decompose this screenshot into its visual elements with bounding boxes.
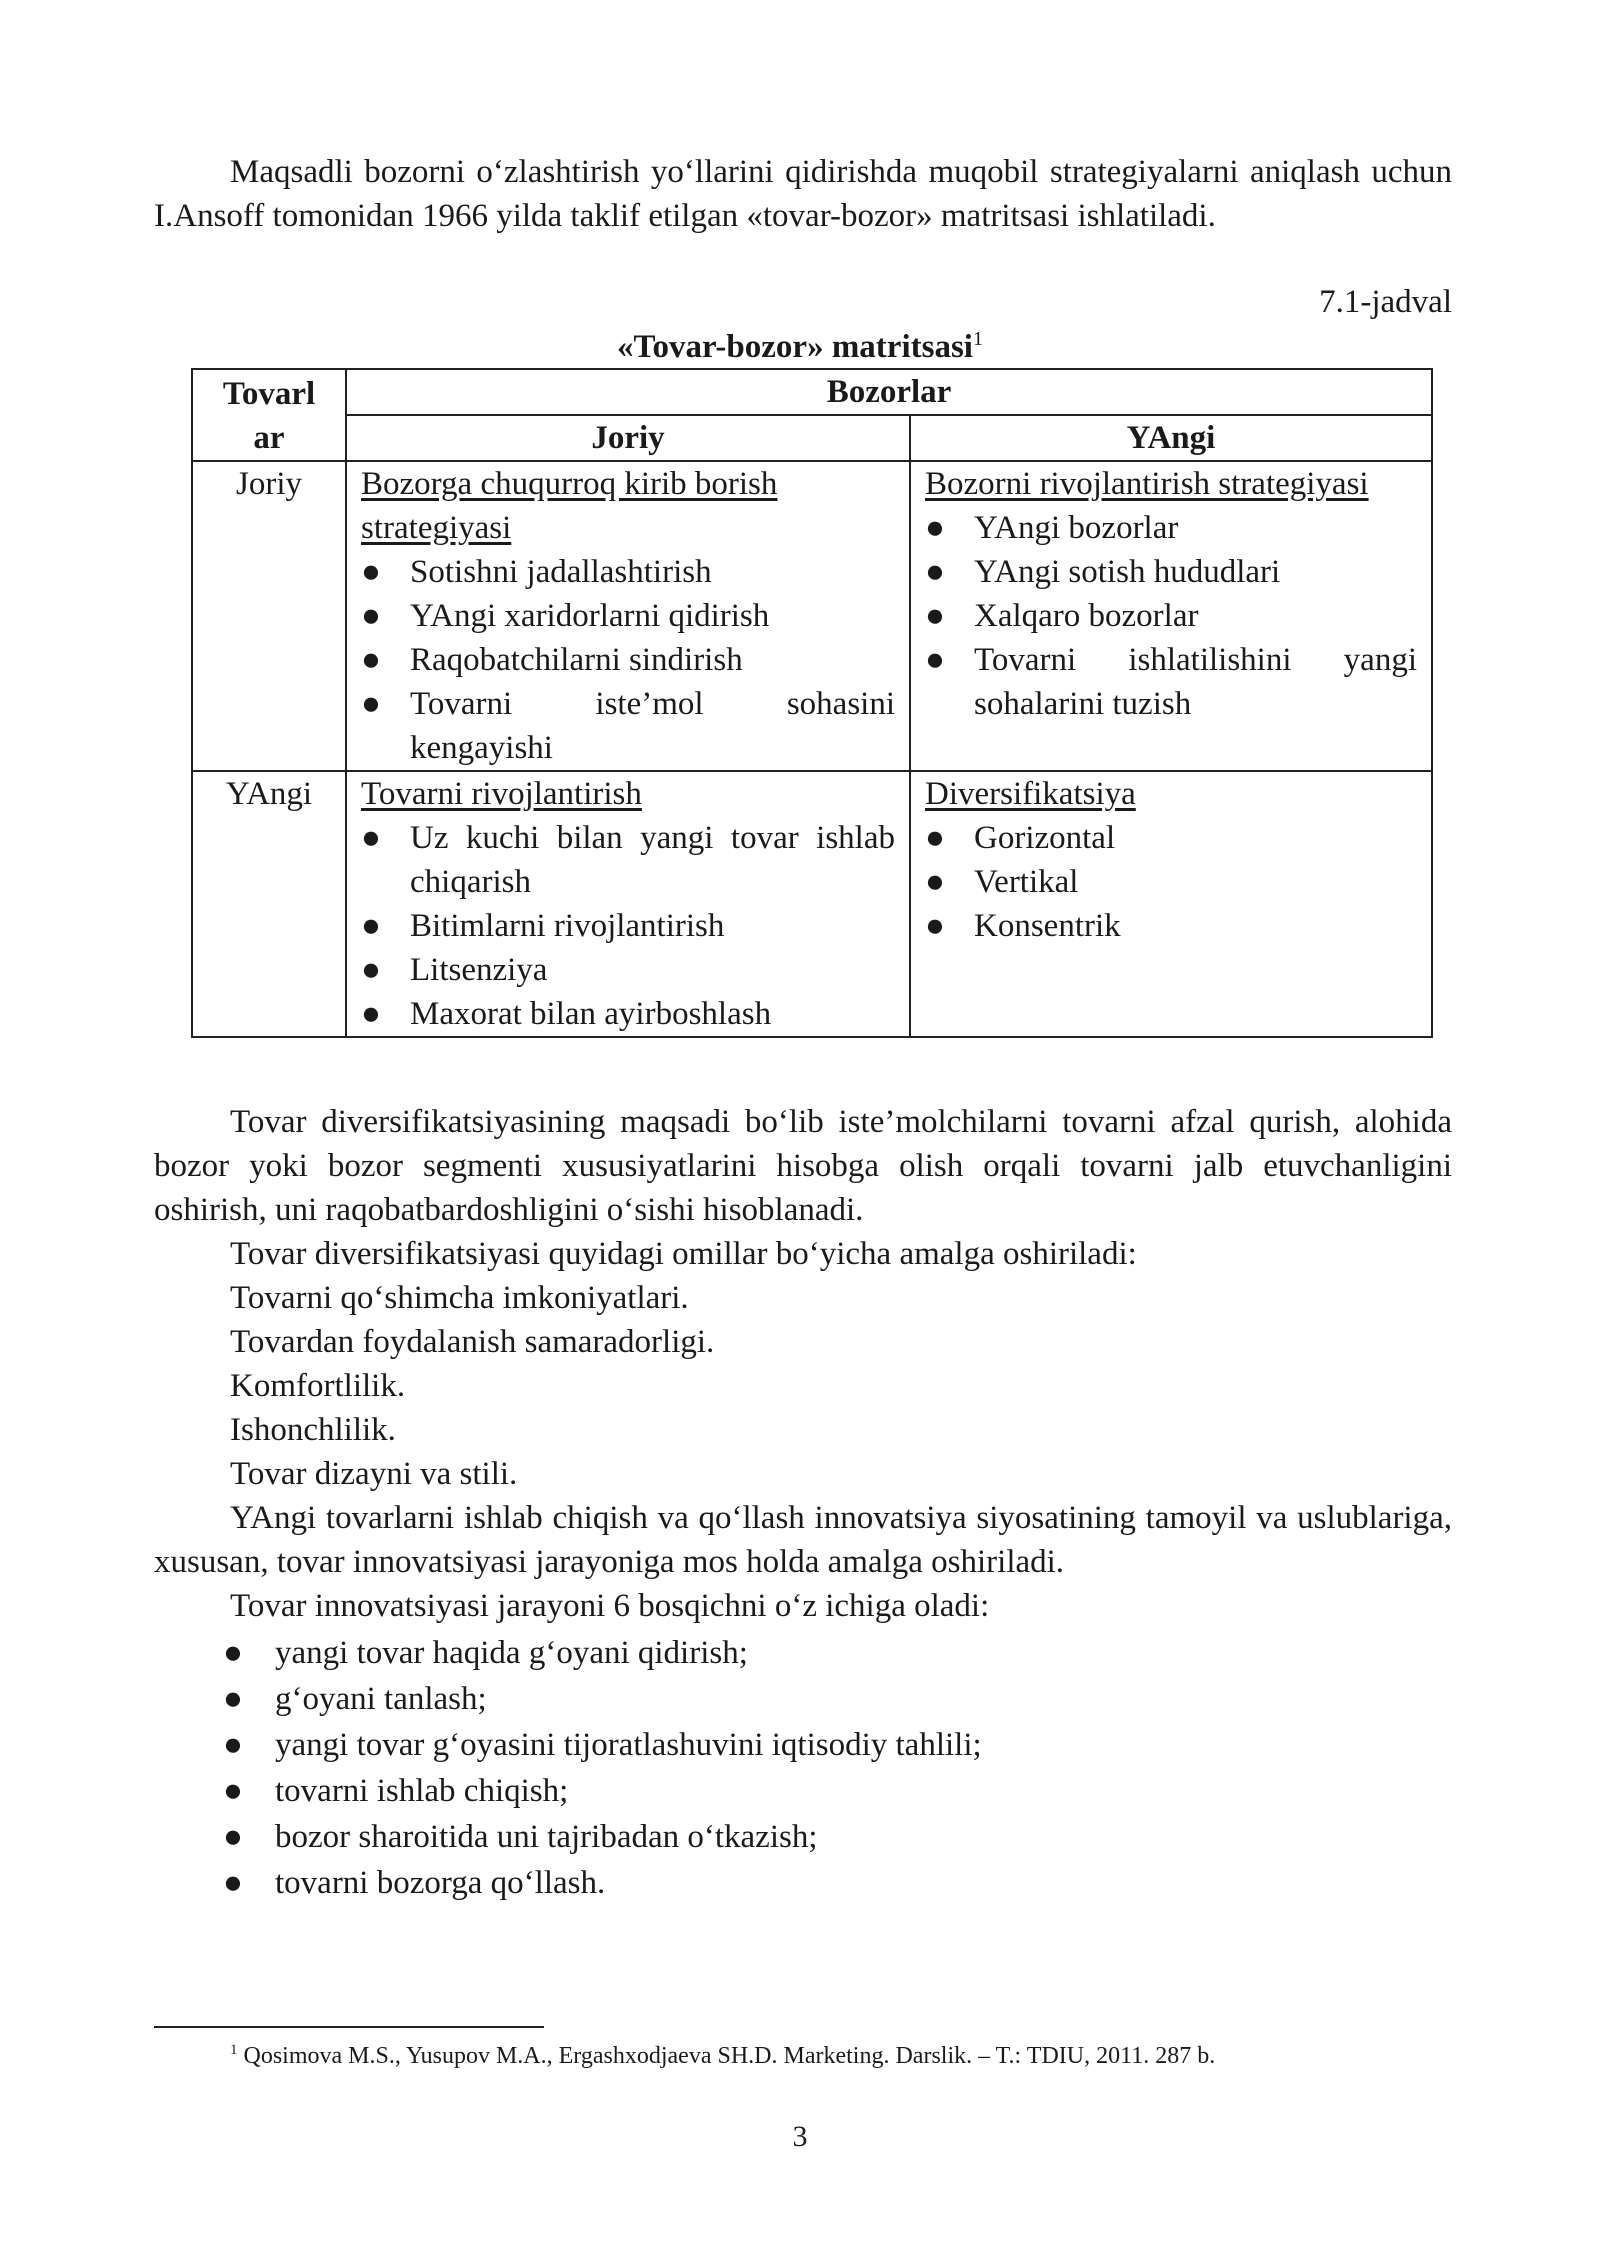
bullet-icon: ●	[361, 952, 381, 988]
cell-title: Diversifikatsiya	[925, 776, 1136, 812]
row-header-current: Joriy	[192, 461, 346, 771]
stage-item: ● g‘oyani tanlash;	[275, 1676, 487, 1722]
page-number: 3	[792, 2120, 808, 2153]
bullet-icon: ●	[925, 820, 945, 856]
list-item: ● Sotishni jadallashtirish	[361, 550, 895, 594]
bullet-icon: ●	[925, 642, 945, 678]
cell-current-new	[910, 461, 1432, 771]
list-item: ● Maxorat bilan ayirboshlash	[361, 992, 895, 1036]
list-item: ● YAngi bozorlar	[925, 506, 1417, 550]
list-item: ● Tovarni ishlatilishini yangi sohalarini tuzish	[925, 638, 1417, 726]
row-header-new: YAngi	[192, 771, 346, 1037]
factor-item: Ishonchlilik.	[230, 1412, 396, 1448]
cell-current-current	[346, 461, 910, 771]
stages-intro: Tovar innovatsiyasi jarayoni 6 bosqichni o‘z ichiga oladi:	[230, 1588, 990, 1624]
footnote-number: 1	[230, 2042, 238, 2058]
footnote-separator	[154, 2026, 544, 2028]
bullet-icon: ●	[223, 1681, 243, 1717]
factors-intro: Tovar diversifikatsiyasi quyidagi omillar bo‘yicha amalga oshiriladi:	[230, 1236, 1137, 1272]
cell-title: Bozorni rivojlantirish strategiyasi	[925, 466, 1369, 502]
markets-header: Bozorlar	[346, 369, 1432, 415]
bullet-icon: ●	[361, 598, 381, 634]
bullet-icon: ●	[223, 1635, 243, 1671]
bullet-icon: ●	[223, 1865, 243, 1901]
list-item: ● YAngi xaridorlarni qidirish	[361, 594, 895, 638]
stage-item: ● tovarni ishlab chiqish;	[275, 1768, 568, 1814]
table-caption	[0, 325, 1600, 369]
footnote	[230, 2040, 1215, 2072]
bullet-icon: ●	[223, 1773, 243, 1809]
factor-item: Tovar dizayni va stili.	[230, 1456, 518, 1492]
bullet-icon: ●	[223, 1727, 243, 1763]
factor-item: Tovardan foydalanish samaradorligi.	[230, 1324, 715, 1360]
cell-new-current	[346, 771, 910, 1037]
list-item: ● Xalqaro bozorlar	[925, 594, 1417, 638]
bullet-icon: ●	[223, 1819, 243, 1855]
stage-item: ● yangi tovar haqida g‘oyani qidirish;	[275, 1630, 748, 1676]
bullet-icon: ●	[361, 642, 381, 678]
list-item: ● Vertikal	[925, 860, 1417, 904]
list-item: ● YAngi sotish hududlari	[925, 550, 1417, 594]
cell-title: Tovarni rivojlantirish	[361, 776, 642, 812]
factor-item: Komfortlilik.	[230, 1368, 406, 1404]
bullet-icon: ●	[361, 908, 381, 944]
tovar-bozor-matrix	[191, 368, 1433, 1038]
table-number: 7.1-jadval	[1319, 284, 1452, 320]
list-item: ● Konsentrik	[925, 904, 1417, 948]
list-item: ● Gorizontal	[925, 816, 1417, 860]
footnote-text: Qosimova M.S., Yusupov M.A., Ergashxodjaeva SH.D. Marketing. Darslik. – T.: TDIU, 2011. 287 b.	[243, 2043, 1216, 2069]
bullet-icon: ●	[361, 686, 381, 722]
list-item: ● Tovarni iste’mol sohasini kengayishi	[361, 682, 895, 770]
new-products-paragraph: YAngi tovarlarni ishlab chiqish va qo‘llash innovatsiya siyosatining tamoyil va uslublariga, xususan, tovar innovatsiyasi jarayoniga mos holda amalga oshiriladi.	[154, 1500, 1452, 1580]
stage-item: ● tovarni bozorga qo‘llash.	[275, 1860, 605, 1906]
list-item: ● Litsenziya	[361, 948, 895, 992]
table-caption-text: «Tovar-bozor» matritsasi	[617, 329, 973, 365]
list-item: ● Bitimlarni rivojlantirish	[361, 904, 895, 948]
col-header-new: YAngi	[910, 415, 1432, 461]
bullet-icon: ●	[925, 510, 945, 546]
col-header-current: Joriy	[346, 415, 910, 461]
list-item: ● Uz kuchi bilan yangi tovar ishlab chiqarish	[361, 816, 895, 904]
intro-paragraph: Maqsadli bozorni o‘zlashtirish yo‘llarini qidirishda muqobil strategiyalarni aniqlash uchun I.Ansoff tomonidan 1966 yilda taklif etilgan «tovar-bozor» matritsasi ishlatiladi.	[154, 154, 1452, 234]
cell-title: Bozorga chuqurroq kirib borish strategiyasi	[361, 466, 778, 546]
bullet-icon: ●	[361, 820, 381, 856]
cell-new-new	[910, 771, 1432, 1037]
corner-header: Tovarl ar	[192, 369, 346, 461]
bullet-icon: ●	[925, 908, 945, 944]
list-item: ● Raqobatchilarni sindirish	[361, 638, 895, 682]
diversification-paragraph: Tovar diversifikatsiyasining maqsadi bo‘lib iste’molchilarni tovarni afzal qurish, alohida bozor yoki bozor segmenti xususiyatlarini hisobga olish orqali tovarni jalb etuvchanligini oshirish, uni raqobatbardoshligini o‘sishi hisoblanadi.	[154, 1104, 1452, 1228]
bullet-icon: ●	[361, 996, 381, 1032]
bullet-icon: ●	[361, 554, 381, 590]
factor-item: Tovarni qo‘shimcha imkoniyatlari.	[230, 1280, 689, 1316]
stage-item: ● bozor sharoitida uni tajribadan o‘tkazish;	[275, 1814, 818, 1860]
bullet-icon: ●	[925, 598, 945, 634]
bullet-icon: ●	[925, 864, 945, 900]
bullet-icon: ●	[925, 554, 945, 590]
footnote-marker: 1	[972, 328, 983, 350]
stage-item: ● yangi tovar g‘oyasini tijoratlashuvini iqtisodiy tahlili;	[275, 1722, 982, 1768]
